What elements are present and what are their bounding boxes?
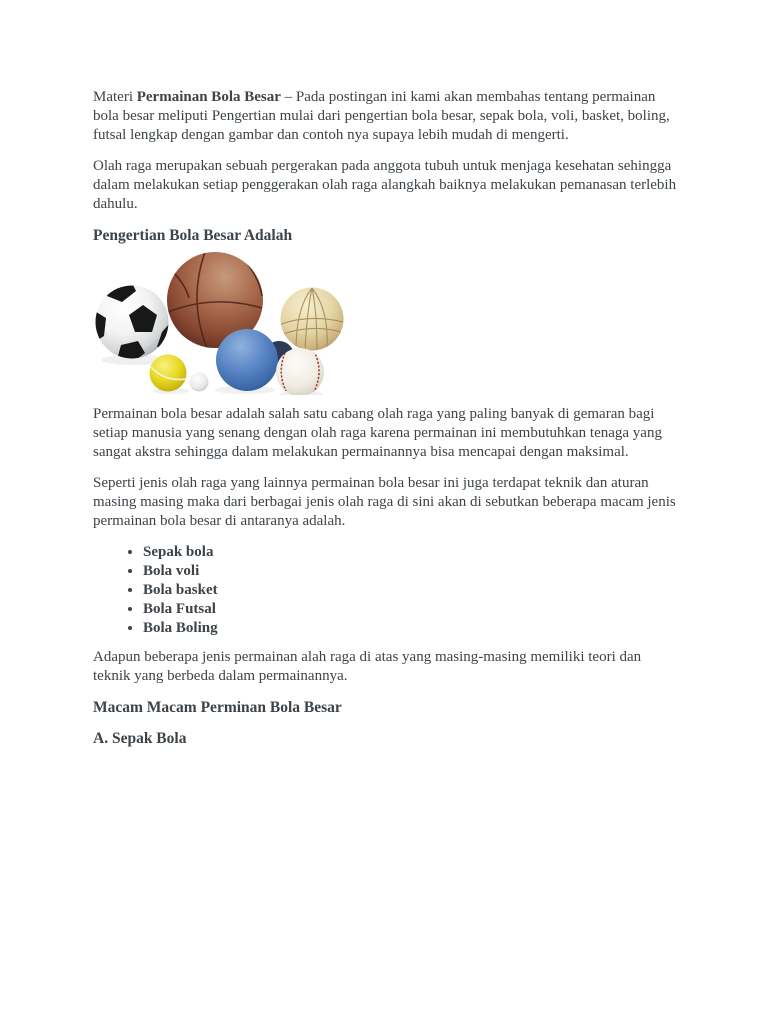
- golf-ball: [190, 373, 209, 392]
- list-item-bola-voli: • Bola voli: [143, 562, 678, 581]
- paragraph-olah-raga: Olah raga merupakan sebuah pergerakan pada anggota tubuh untuk menjaga kesehatan sehingga dalam melakukan setiap penggerakan olah raga alangkah baiknya melakukan pemanasan terlebih dahulu.: [93, 158, 677, 212]
- list-item-bola-basket: • Bola basket: [143, 581, 678, 600]
- intro-paragraph: [93, 88, 678, 145]
- sports-balls-illustration: [93, 250, 347, 395]
- soccer-ball: [93, 277, 171, 363]
- heading-pengertian-bola-besar: Pengertian Bola Besar Adalah: [93, 227, 293, 244]
- intro-bold-title: Permainan Bola Besar: [136, 89, 281, 105]
- paragraph-seperti-jenis: Seperti jenis olah raga yang lainnya permainan bola besar ini juga terdapat teknik dan aturan masing masing maka dari berbagai jenis olah raga di sini akan di sebutkan beberapa macam jenis permainan bola besar di antaranya adalah.: [93, 475, 676, 529]
- ball-types-list: [93, 543, 678, 638]
- intro-prefix: Materi: [93, 89, 137, 105]
- tennis-ball: [150, 355, 187, 392]
- document-content: [93, 88, 678, 748]
- paragraph-permainan-bola-besar: Permainan bola besar adalah salah satu cabang olah raga yang paling banyak di gemaran bagi setiap manusia yang senang dengan olah raga karena permainan ini membutuhkan tenaga yang sangat akstra sehingga dalam melakukan permainannya bisa mencapai dengan maksimal.: [93, 406, 662, 460]
- list-item-sepak-bola: • Sepak bola: [143, 543, 678, 562]
- heading-a-sepak-bola: A. Sepak Bola: [93, 730, 187, 747]
- paragraph-adapun: Adapun beberapa jenis permainan alah raga di atas yang masing-masing memiliki teori dan teknik yang berbeda dalam permainannya.: [93, 649, 642, 684]
- baseball: [276, 348, 324, 395]
- list-item-bola-futsal: • Bola Futsal: [143, 600, 678, 619]
- volleyball: [281, 288, 344, 351]
- heading-macam-macam: Macam Macam Perminan Bola Besar: [93, 699, 342, 716]
- blue-rubber-ball: [216, 329, 278, 391]
- list-item-bola-boling: • Bola Boling: [143, 619, 678, 638]
- sports-balls-image: [93, 250, 347, 395]
- intro-rest: – Pada postingan ini kami akan membahas tentang permainan bola besar meliputi Pengertian mulai dari pengertian bola besar, sepak bola, voli, basket, boling, futsal lengkap dengan gambar dan contoh nya supaya lebih mudah di mengerti.: [93, 89, 670, 143]
